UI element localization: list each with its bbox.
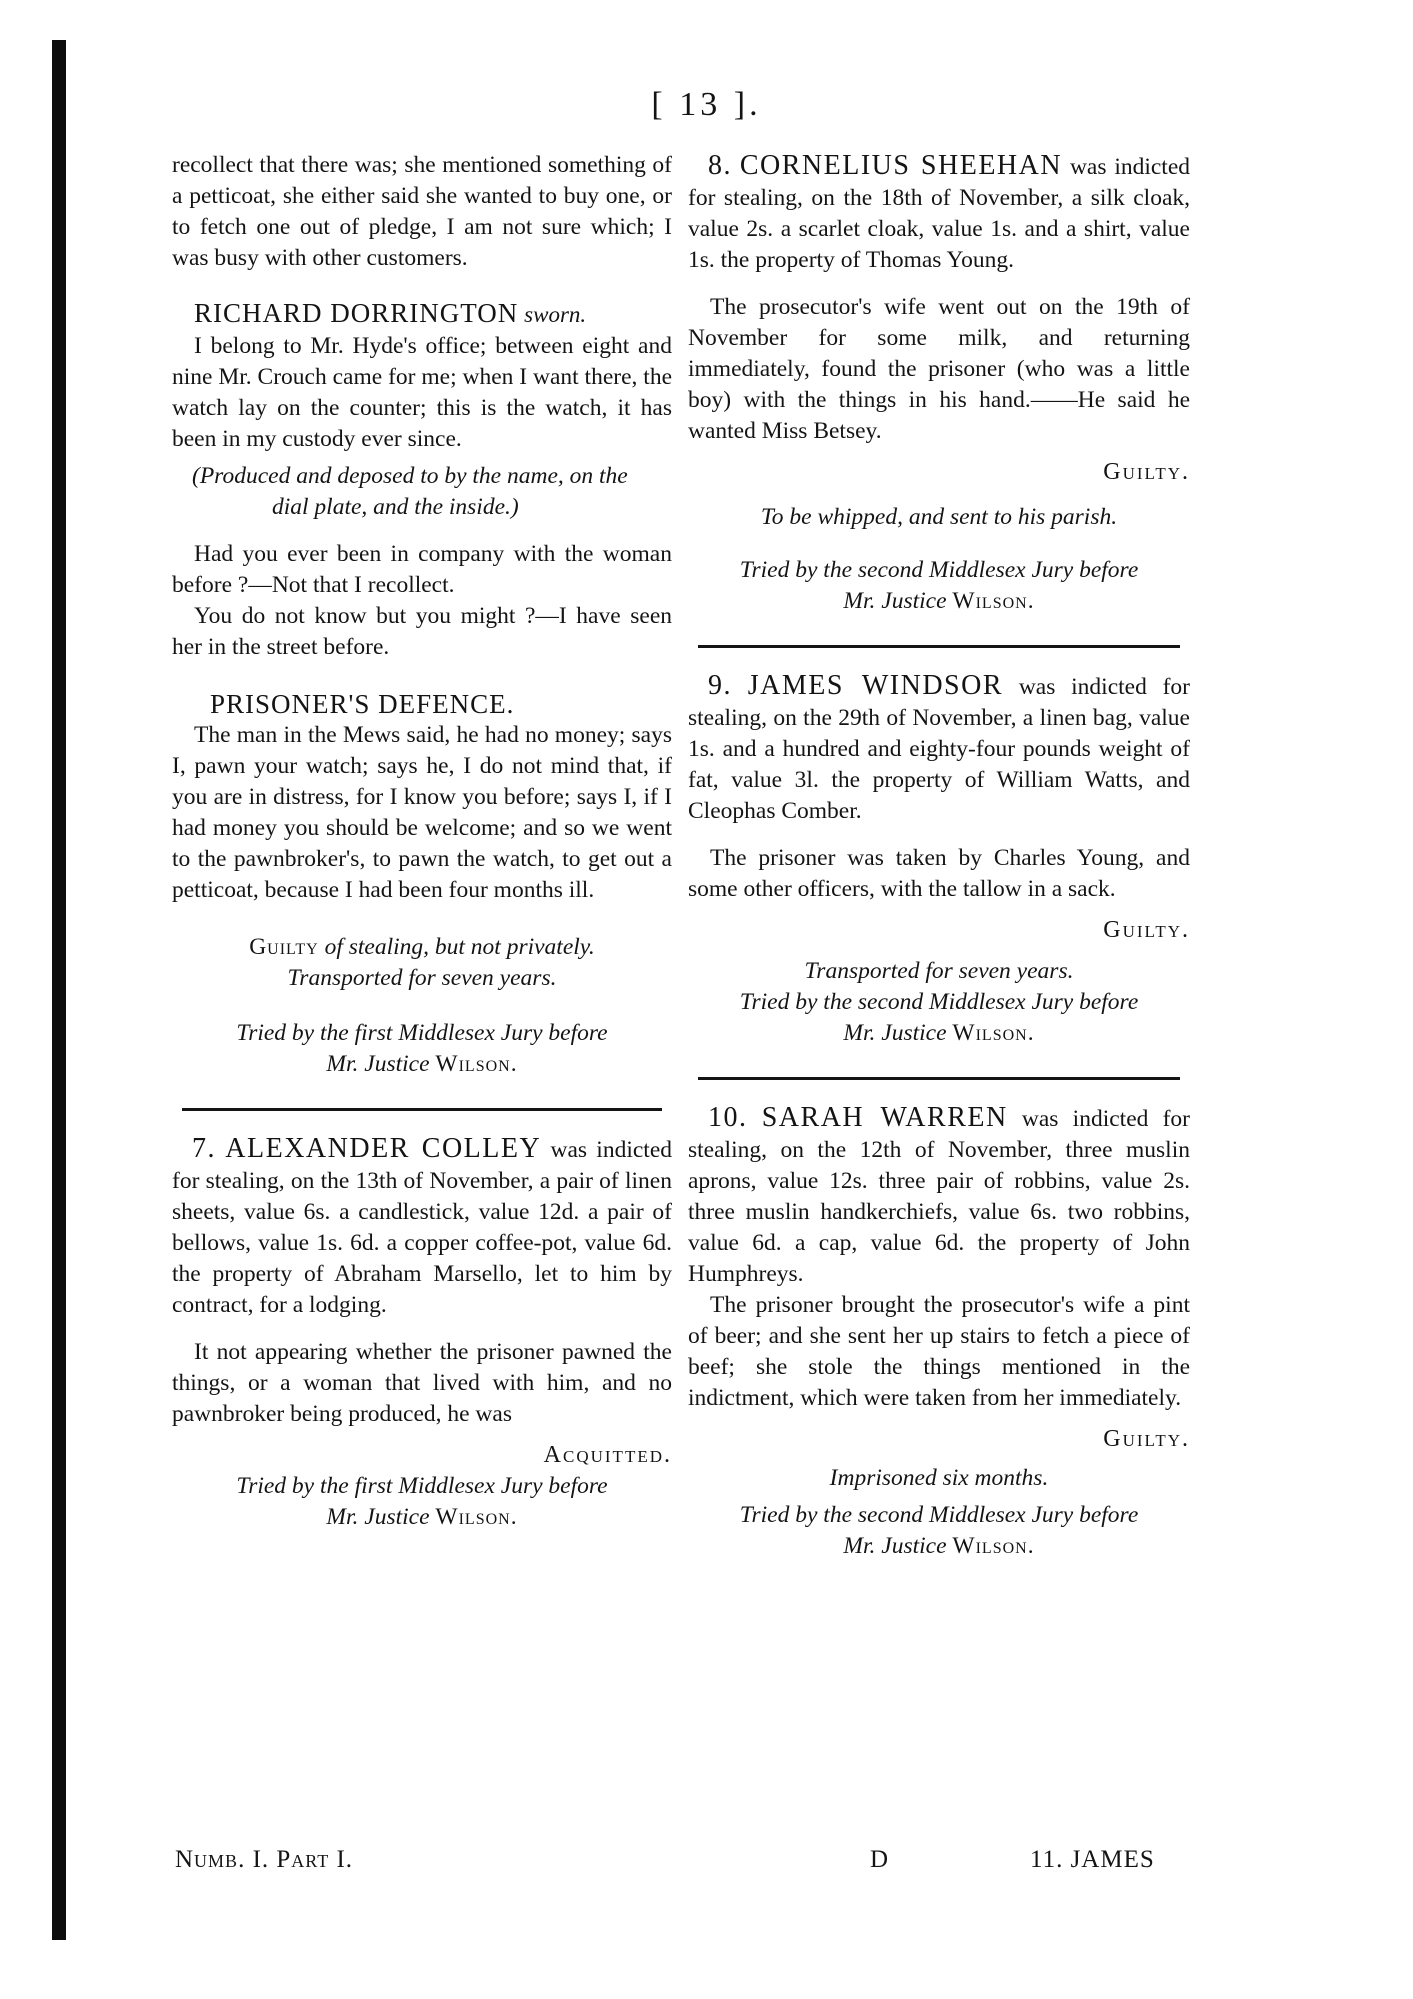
sentence: To be whipped, and sent to his parish. — [760, 504, 1118, 530]
case-defendant: ALEXANDER COLLEY — [225, 1133, 542, 1164]
tried-line — [172, 1502, 672, 1533]
page-number: [ 13 ]. — [651, 86, 762, 123]
case-paragraph — [172, 1133, 672, 1321]
case-text: was indicted for stealing, on the 18th of November, a silk cloak, value 2s. a scarlet cloak, value 1s. and a shirt, value 1s. the property of Thomas Young. — [688, 154, 1191, 273]
paragraph: recollect that there was; she mentioned something of a petticoat, she either said she wanted to buy one, or to fetch one out of pledge, I am not sure which; I was busy with other customers. — [172, 152, 672, 271]
judge-name: Wilson. — [952, 1020, 1035, 1046]
note-line: dial plate, and the inside.) — [272, 494, 519, 520]
tried-line: Tried by the first Middlesex Jury before — [236, 1020, 608, 1046]
judge-title: Mr. Justice — [843, 588, 947, 614]
catchword: 11. JAMES — [1030, 1846, 1155, 1873]
paragraph: You do not know but you might ?—I have seen her in the street before. — [172, 603, 672, 660]
case-number: 9. — [708, 670, 732, 701]
judge-name: Wilson. — [952, 588, 1035, 614]
paragraph: I belong to Mr. Hyde's office; between eight and nine Mr. Crouch came for me; when I want there, the watch lay on the counter; this is the watch, it has been in my custody ever since. — [172, 333, 672, 452]
judge-title: Mr. Justice — [326, 1504, 430, 1530]
section-heading: PRISONER'S DEFENCE. — [210, 689, 515, 719]
tried-line: Tried by the second Middlesex Jury before — [739, 557, 1139, 583]
verdict: Acquitted. — [543, 1442, 672, 1468]
paragraph: The prisoner brought the prosecutor's wife a pint of beer; and she sent her up stairs to fetch a piece of beef; she stole the things mentioned in the indictment, which were taken from her immediately. — [688, 1292, 1190, 1411]
signature-mark: D — [870, 1846, 889, 1873]
case-text: was indicted for stealing, on the 29th of November, a linen bag, value 1s. and a hundred and eighty-four pounds weight of fat, value 3l. the property of William Watts, and Cleophas Comber. — [688, 674, 1191, 824]
tried-line — [688, 1018, 1190, 1049]
judge-name: Wilson. — [435, 1504, 518, 1530]
verdict-line — [172, 932, 672, 963]
judge-name: Wilson. — [952, 1533, 1035, 1559]
verdict: Guilty. — [1103, 1426, 1190, 1452]
tried-line: Tried by the second Middlesex Jury before — [739, 989, 1139, 1015]
issue-number: Numb. I. Part I. — [175, 1846, 354, 1873]
case-defendant: JAMES WINDSOR — [747, 670, 1004, 701]
section-rule — [698, 1077, 1180, 1080]
judge-name: Wilson. — [435, 1051, 518, 1077]
judge-title: Mr. Justice — [843, 1533, 947, 1559]
binding-edge — [52, 40, 66, 1940]
verdict: Guilty. — [1103, 459, 1190, 485]
case-paragraph — [688, 670, 1190, 827]
tried-line — [688, 586, 1190, 617]
paragraph: Had you ever been in company with the woman before ?—Not that I recollect. — [172, 541, 672, 598]
case-paragraph — [688, 1102, 1190, 1290]
paragraph: The prisoner was taken by Charles Young, and some other officers, with the tallow in a sack. — [688, 845, 1190, 902]
tried-line — [688, 1531, 1190, 1562]
case-paragraph — [688, 150, 1190, 276]
witness-heading — [172, 298, 672, 331]
section-rule — [698, 645, 1180, 648]
case-defendant: CORNELIUS SHEEHAN — [739, 150, 1063, 181]
paragraph: It not appearing whether the prisoner pawned the things, or a woman that lived with him, and no pawnbroker being produced, he was — [172, 1339, 672, 1427]
paragraph: The prosecutor's wife went out on the 19th of November for some milk, and returning immediately, found the prisoner (who was a little boy) with the things in his hand.——He said he wanted Miss Betsey. — [688, 294, 1190, 444]
tried-line: Tried by the first Middlesex Jury before — [236, 1473, 608, 1499]
verdict: Guilty. — [1103, 917, 1190, 943]
sentence: Transported for seven years. — [804, 958, 1074, 984]
judge-title: Mr. Justice — [326, 1051, 430, 1077]
case-number: 8. — [708, 150, 732, 181]
verdict-detail: of stealing, but not privately. — [324, 934, 595, 960]
left-column — [172, 150, 672, 1533]
right-column — [688, 150, 1190, 1562]
case-text: was indicted for stealing, on the 13th of November, a pair of linen sheets, value 6s. a candlestick, value 12d. a pair of bellows, value 1s. 6d. a copper coffee-pot, value 6d. the property of Abraham Marsello, let to him by contract, for a lodging. — [172, 1137, 673, 1318]
section-rule — [182, 1108, 662, 1111]
case-defendant: SARAH WARREN — [761, 1102, 1008, 1133]
case-text: was indicted for stealing, on the 12th of November, three muslin aprons, value 12s. three pair of robbins, value 2s. three muslin handkerchiefs, value 6s. two robbins, value 6d. a cap, value 6d. the property of John Humphreys. — [688, 1106, 1190, 1287]
case-number: 10. — [708, 1102, 748, 1133]
verdict: Guilty — [249, 934, 319, 960]
paragraph: The man in the Mews said, he had no money; says I, pawn your watch; says he, I do not mind that, if you are in distress, for I know you before; says I, if I had money you should be welcome; and so we went to the pawnbroker's, to pawn the watch, to get out a petticoat, because I had been four months ill. — [172, 722, 672, 903]
witness-name: RICHARD DORRINGTON — [194, 298, 519, 328]
parenthetical-note — [172, 461, 672, 523]
tried-line — [172, 1049, 672, 1080]
note-line: (Produced and deposed to by the name, on the — [192, 463, 628, 489]
witness-sworn: sworn. — [524, 302, 587, 327]
sentence: Imprisoned six months. — [829, 1465, 1049, 1491]
tried-line: Tried by the second Middlesex Jury before — [739, 1502, 1139, 1528]
sentence: Transported for seven years. — [287, 965, 557, 991]
case-number: 7. — [192, 1133, 216, 1164]
judge-title: Mr. Justice — [843, 1020, 947, 1046]
